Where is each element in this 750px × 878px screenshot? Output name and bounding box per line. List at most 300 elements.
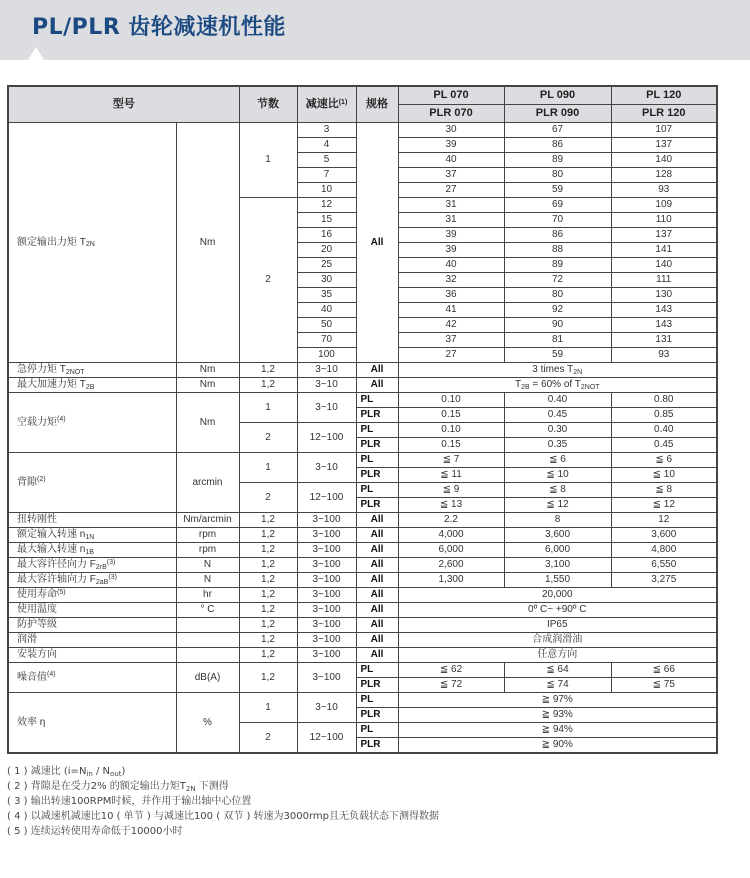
footnote-text: 下测得 bbox=[195, 781, 229, 792]
value-cell bbox=[611, 333, 717, 348]
spec-cell bbox=[356, 603, 398, 618]
header-plr-model-text: PLR 070 bbox=[429, 107, 473, 119]
spec-cell-text: PLR bbox=[360, 709, 381, 720]
value-cell bbox=[398, 663, 504, 678]
ratio-cell bbox=[297, 618, 356, 633]
param-label-text: 润滑 bbox=[17, 634, 37, 645]
stage-cell-text: 1,2 bbox=[261, 649, 275, 660]
spec-cell-text: All bbox=[370, 379, 384, 390]
spec-cell bbox=[356, 123, 398, 363]
merged-value-cell bbox=[398, 693, 717, 708]
value-cell bbox=[398, 258, 504, 273]
header-pl-model-text: PL 120 bbox=[646, 89, 682, 101]
value-cell bbox=[611, 348, 717, 363]
spec-cell bbox=[356, 393, 398, 408]
subscript: 2N bbox=[573, 368, 583, 376]
value-cell bbox=[504, 318, 611, 333]
value-cell-text: ≦ 6 bbox=[549, 454, 566, 465]
stage-cell-text: 1,2 bbox=[261, 589, 275, 600]
footnote-ref: (2) bbox=[37, 476, 46, 483]
value-cell-text: 39 bbox=[445, 229, 457, 240]
value-cell-text: ≦ 11 bbox=[440, 469, 462, 480]
value-cell bbox=[398, 273, 504, 288]
ratio-cell-text: 70 bbox=[320, 334, 333, 345]
value-cell bbox=[398, 498, 504, 513]
value-cell bbox=[398, 423, 504, 438]
header-pl-model bbox=[611, 86, 717, 105]
value-cell bbox=[504, 483, 611, 498]
emergency-torque-row bbox=[8, 363, 717, 378]
value-cell-text: 80 bbox=[551, 289, 564, 300]
unit-cell bbox=[176, 588, 239, 603]
spec-cell-text: All bbox=[370, 559, 384, 570]
value-cell bbox=[611, 498, 717, 513]
value-cell bbox=[398, 318, 504, 333]
subscript: 2rB bbox=[95, 563, 107, 571]
spec-cell-text: PLR bbox=[360, 469, 381, 480]
stage-cell bbox=[239, 573, 297, 588]
ratio-cell-text: 3 bbox=[323, 124, 330, 135]
spec-cell bbox=[356, 468, 398, 483]
value-cell-text: 80 bbox=[551, 169, 564, 180]
spec-cell-text: PLR bbox=[360, 739, 381, 750]
ratio-cell bbox=[297, 153, 356, 168]
stage-cell bbox=[239, 378, 297, 393]
param-label-text: 噪音值 bbox=[17, 671, 47, 683]
footnote-item bbox=[7, 764, 750, 779]
value-cell-text: 0.35 bbox=[547, 439, 568, 450]
stage-cell-text: 1 bbox=[265, 461, 271, 473]
merged-value-cell-text: 20,000 bbox=[541, 589, 573, 600]
spec-cell-text: All bbox=[370, 544, 384, 555]
subscript: out bbox=[110, 769, 122, 778]
ratio-cell-text: 12~100 bbox=[309, 431, 344, 443]
param-label-text: 额定输入转速 n bbox=[17, 529, 86, 540]
footnote-ref: (3) bbox=[108, 573, 117, 581]
spec-cell bbox=[356, 618, 398, 633]
value-cell-text: 89 bbox=[551, 154, 564, 165]
footnote-item bbox=[7, 809, 750, 824]
header-stages bbox=[239, 86, 297, 123]
ratio-cell bbox=[297, 213, 356, 228]
ratio-cell-text: 3~10 bbox=[315, 364, 338, 375]
value-cell-text: 41 bbox=[445, 304, 457, 315]
value-cell bbox=[504, 513, 611, 528]
spec-row bbox=[8, 543, 717, 558]
value-cell bbox=[398, 243, 504, 258]
spec-cell-text: PLR bbox=[360, 499, 381, 510]
rated-torque-unit bbox=[176, 123, 239, 363]
ratio-cell-text: 35 bbox=[320, 289, 333, 300]
header-plr-model-text: PLR 090 bbox=[535, 107, 580, 119]
footnote-text: ( 4 ) 以减速机减速比10 ( 单节 ) 与减速比100 ( 双节 ) 转速为3000rmp且无负载状态下测得数据 bbox=[7, 811, 440, 822]
param-label bbox=[8, 693, 176, 754]
unit-cell bbox=[176, 558, 239, 573]
stage-cell-text: 2 bbox=[265, 431, 271, 443]
header-model-text: 型号 bbox=[112, 98, 135, 110]
value-cell-text: 109 bbox=[655, 199, 673, 210]
ratio-cell-text: 5 bbox=[323, 154, 330, 165]
ratio-cell bbox=[297, 558, 356, 573]
header-spec bbox=[356, 86, 398, 123]
header-model bbox=[8, 86, 239, 123]
spec-cell bbox=[356, 738, 398, 754]
spec-row bbox=[8, 603, 717, 618]
value-cell bbox=[398, 303, 504, 318]
stage-cell bbox=[239, 693, 297, 723]
unit-cell-text: Nm bbox=[199, 364, 216, 375]
value-cell bbox=[504, 183, 611, 198]
stage-cell bbox=[239, 588, 297, 603]
value-cell-text: 39 bbox=[445, 139, 457, 150]
ratio-cell-text: 3~100 bbox=[312, 514, 341, 525]
footnote-ref: (4) bbox=[47, 671, 56, 678]
merged-value-cell bbox=[398, 633, 717, 648]
value-cell bbox=[504, 258, 611, 273]
ratio-cell bbox=[297, 663, 356, 693]
spec-cell-text: PL bbox=[360, 394, 374, 405]
unit-cell bbox=[176, 633, 239, 648]
value-cell-text: 70 bbox=[551, 214, 564, 225]
value-cell bbox=[504, 273, 611, 288]
ratio-cell-text: 50 bbox=[320, 319, 333, 330]
footnote-text: ( 3 ) 输出转速100RPM时候，并作用于输出轴中心位置 bbox=[7, 796, 252, 807]
value-cell bbox=[504, 138, 611, 153]
value-cell-text: 107 bbox=[655, 124, 673, 135]
spec-row bbox=[8, 573, 717, 588]
subscript: 2B bbox=[85, 383, 95, 391]
spec-row bbox=[8, 648, 717, 663]
ratio-cell bbox=[297, 603, 356, 618]
spec-cell bbox=[356, 408, 398, 423]
value-cell-text: 3,600 bbox=[544, 529, 571, 540]
value-cell-text: ≦ 12 bbox=[546, 499, 569, 510]
header-pl-model-text: PL 090 bbox=[539, 89, 576, 101]
value-cell bbox=[504, 438, 611, 453]
header-ratio-text: 减速比 bbox=[305, 98, 339, 110]
spec-cell-text: PLR bbox=[360, 409, 381, 420]
value-cell-text: 0.40 bbox=[547, 394, 568, 405]
merged-value-cell bbox=[398, 738, 717, 754]
ratio-cell bbox=[297, 393, 356, 423]
spec-cell bbox=[356, 483, 398, 498]
max-accel-torque-row bbox=[8, 378, 717, 393]
value-cell bbox=[504, 528, 611, 543]
value-cell bbox=[611, 543, 717, 558]
spec-cell-text: All bbox=[370, 364, 384, 375]
param-label-text: 使用温度 bbox=[17, 604, 57, 615]
ratio-cell-text: 3~10 bbox=[315, 401, 338, 413]
value-cell bbox=[504, 498, 611, 513]
value-cell-text: 0.80 bbox=[654, 394, 674, 405]
ratio-cell-text: 3~100 bbox=[312, 634, 341, 645]
value-cell bbox=[398, 213, 504, 228]
param-label-text: 安装方向 bbox=[17, 649, 57, 660]
merged-value-cell-text: ≧ 97% bbox=[541, 694, 573, 705]
value-cell bbox=[504, 393, 611, 408]
param-label bbox=[8, 648, 176, 663]
param-label-text: 最大输入转速 n bbox=[17, 544, 86, 555]
ratio-cell bbox=[297, 288, 356, 303]
spec-row bbox=[8, 558, 717, 573]
ratio-cell bbox=[297, 483, 356, 513]
stage-cell-text: 2 bbox=[265, 274, 271, 285]
value-cell-text: 59 bbox=[551, 349, 564, 360]
unit-cell bbox=[176, 363, 239, 378]
unit-cell-text: arcmin bbox=[192, 476, 223, 488]
subscript: 2NOT bbox=[580, 383, 600, 391]
stage-cell-text: 1 bbox=[265, 701, 271, 713]
subscript: in bbox=[86, 769, 93, 778]
header-stages-text: 节数 bbox=[257, 98, 279, 110]
ratio-cell bbox=[297, 423, 356, 453]
ratio-cell-text: 25 bbox=[320, 259, 333, 270]
merged-value-cell-text: T bbox=[514, 379, 522, 390]
spec-cell bbox=[356, 678, 398, 693]
stage-cell-text: 1 bbox=[265, 401, 271, 413]
value-cell-text: 31 bbox=[445, 199, 457, 210]
value-cell-text: 4,000 bbox=[438, 529, 464, 540]
subscript: 2aB bbox=[95, 578, 109, 586]
value-cell-text: 143 bbox=[655, 304, 673, 315]
subscript: 2N bbox=[185, 784, 196, 793]
footnote-ref: (1) bbox=[338, 98, 348, 106]
value-cell-text: 3,275 bbox=[651, 574, 677, 585]
value-cell-text: ≦ 12 bbox=[652, 499, 675, 510]
ratio-cell bbox=[297, 123, 356, 138]
ratio-cell-text: 3~10 bbox=[315, 379, 338, 390]
merged-value-cell-text: 0º C~ +90º C bbox=[528, 604, 587, 615]
value-cell-text: 6,000 bbox=[544, 544, 571, 555]
value-cell-text: 8 bbox=[554, 514, 561, 525]
stage-cell-text: 1,2 bbox=[261, 559, 275, 570]
value-cell bbox=[611, 528, 717, 543]
value-cell bbox=[504, 228, 611, 243]
value-cell-text: 69 bbox=[551, 199, 564, 210]
value-cell-text: ≦ 7 bbox=[442, 454, 460, 465]
unit-cell bbox=[176, 618, 239, 633]
unit-cell-text: rpm bbox=[198, 544, 217, 555]
value-cell bbox=[398, 393, 504, 408]
stage-cell bbox=[239, 723, 297, 754]
value-cell bbox=[398, 198, 504, 213]
value-cell bbox=[504, 348, 611, 363]
value-cell bbox=[398, 288, 504, 303]
value-cell bbox=[398, 123, 504, 138]
subscript: 1B bbox=[85, 548, 94, 556]
spec-cell-text: All bbox=[370, 649, 384, 660]
value-cell-text: 67 bbox=[551, 124, 564, 135]
value-cell bbox=[611, 438, 717, 453]
param-label bbox=[8, 603, 176, 618]
merged-value-cell bbox=[398, 708, 717, 723]
param-label bbox=[8, 588, 176, 603]
value-cell-text: 36 bbox=[445, 289, 457, 300]
value-cell bbox=[611, 558, 717, 573]
ratio-cell-text: 20 bbox=[320, 244, 333, 255]
spec-cell bbox=[356, 723, 398, 738]
unit-cell-text: ° C bbox=[200, 604, 215, 615]
value-cell-text: ≦ 66 bbox=[652, 664, 675, 675]
value-cell bbox=[611, 393, 717, 408]
value-cell-text: 3,600 bbox=[651, 529, 677, 540]
param-label bbox=[8, 513, 176, 528]
ratio-cell bbox=[297, 543, 356, 558]
ratio-cell bbox=[297, 138, 356, 153]
value-cell-text: 1,300 bbox=[438, 574, 464, 585]
merged-value-cell bbox=[398, 378, 717, 393]
page-title: PL/PLR 齿轮减速机性能 bbox=[32, 15, 286, 40]
value-cell-text: 143 bbox=[655, 319, 673, 330]
value-cell-text: 39 bbox=[445, 244, 457, 255]
value-cell-text: 0.15 bbox=[441, 409, 461, 420]
spec-cell bbox=[356, 573, 398, 588]
header-plr-model bbox=[611, 105, 717, 123]
value-cell-text: ≦ 8 bbox=[549, 484, 566, 495]
spec-cell bbox=[356, 648, 398, 663]
spec-cell-text: PL bbox=[360, 724, 374, 735]
value-cell bbox=[504, 153, 611, 168]
ratio-cell bbox=[297, 693, 356, 723]
spec-cell-text: PL bbox=[360, 694, 374, 705]
stage-cell bbox=[239, 123, 297, 198]
value-cell-text: ≦ 6 bbox=[655, 454, 673, 465]
unit-cell bbox=[176, 528, 239, 543]
value-cell-text: 27 bbox=[445, 349, 457, 360]
ratio-cell bbox=[297, 528, 356, 543]
subscript: 1N bbox=[85, 533, 95, 541]
value-cell-text: ≦ 8 bbox=[655, 484, 673, 495]
stage-cell bbox=[239, 663, 297, 693]
spec-cell bbox=[356, 528, 398, 543]
ratio-cell bbox=[297, 333, 356, 348]
value-cell bbox=[398, 543, 504, 558]
unit-cell bbox=[176, 648, 239, 663]
value-cell-text: 92 bbox=[551, 304, 564, 315]
stage-cell bbox=[239, 633, 297, 648]
value-cell-text: 2.2 bbox=[444, 514, 458, 525]
value-cell-text: 86 bbox=[551, 229, 564, 240]
value-cell-text: 88 bbox=[551, 244, 564, 255]
ratio-cell bbox=[297, 168, 356, 183]
footnote-text: / N bbox=[92, 766, 111, 777]
ratio-cell-text: 7 bbox=[323, 169, 330, 180]
stage-cell-text: 2 bbox=[265, 731, 271, 743]
ratio-cell bbox=[297, 378, 356, 393]
spec-cell bbox=[356, 363, 398, 378]
value-cell bbox=[611, 183, 717, 198]
value-cell-text: 6,000 bbox=[438, 544, 464, 555]
param-label-text: 最大容许径向力 F bbox=[17, 559, 96, 570]
unit-cell-text: N bbox=[203, 574, 212, 585]
ratio-cell-text: 12 bbox=[320, 199, 333, 210]
spec-row bbox=[8, 513, 717, 528]
value-cell bbox=[611, 423, 717, 438]
ratio-cell-text: 10 bbox=[320, 184, 333, 195]
spec-cell bbox=[356, 498, 398, 513]
value-cell-text: 72 bbox=[551, 274, 564, 285]
ratio-cell-text: 3~100 bbox=[312, 559, 341, 570]
unit-cell bbox=[176, 663, 239, 693]
unit-cell-text: % bbox=[203, 716, 212, 728]
ratio-cell-text: 30 bbox=[320, 274, 333, 285]
footnote-ref: (3) bbox=[106, 558, 116, 566]
footnote-ref: (5) bbox=[57, 588, 66, 596]
value-cell-text: 0.85 bbox=[654, 409, 674, 420]
footnote-ref: (4) bbox=[57, 416, 66, 423]
table-head bbox=[8, 86, 717, 123]
ratio-cell bbox=[297, 453, 356, 483]
stage-cell bbox=[239, 423, 297, 453]
value-cell bbox=[611, 258, 717, 273]
ratio-cell-text: 3~100 bbox=[312, 529, 341, 540]
ratio-cell bbox=[297, 303, 356, 318]
value-cell bbox=[504, 243, 611, 258]
efficiency-row bbox=[8, 693, 717, 708]
value-cell-text: 2,600 bbox=[438, 559, 464, 570]
ratio-cell-text: 4 bbox=[323, 139, 330, 150]
stage-cell-text: 1,2 bbox=[261, 671, 275, 683]
param-label bbox=[8, 528, 176, 543]
value-cell bbox=[611, 678, 717, 693]
footnote-text: ( 5 ) 连续运转使用寿命低于10000小时 bbox=[7, 826, 183, 837]
ratio-cell-text: 16 bbox=[320, 229, 333, 240]
merged-value-cell bbox=[398, 618, 717, 633]
spec-cell-text: PL bbox=[360, 664, 374, 675]
ratio-cell bbox=[297, 723, 356, 754]
header-pl-model-text: PL 070 bbox=[433, 89, 469, 101]
footnote-item bbox=[7, 779, 750, 794]
table-container bbox=[7, 85, 716, 754]
value-cell-text: 12 bbox=[658, 514, 670, 525]
merged-value-cell bbox=[398, 603, 717, 618]
value-cell bbox=[611, 468, 717, 483]
value-cell-text: ≦ 75 bbox=[652, 679, 675, 690]
unit-cell bbox=[176, 378, 239, 393]
value-cell bbox=[398, 228, 504, 243]
unit-cell-text: rpm bbox=[198, 529, 217, 540]
value-cell bbox=[504, 168, 611, 183]
value-cell bbox=[504, 333, 611, 348]
value-cell-text: 30 bbox=[445, 124, 457, 135]
value-cell bbox=[398, 333, 504, 348]
value-cell-text: 141 bbox=[655, 244, 673, 255]
ratio-cell bbox=[297, 198, 356, 213]
ratio-cell bbox=[297, 363, 356, 378]
ratio-cell-text: 15 bbox=[320, 214, 333, 225]
param-label-text: 最大容许轴向力 F bbox=[17, 574, 96, 585]
stage-cell bbox=[239, 558, 297, 573]
value-cell-text: 40 bbox=[445, 259, 457, 270]
stage-cell-text: 1,2 bbox=[261, 544, 275, 555]
footnote-text: ) bbox=[121, 766, 126, 777]
ratio-cell-text: 3~100 bbox=[312, 619, 341, 630]
value-cell-text: 0.10 bbox=[441, 424, 461, 435]
param-label bbox=[8, 363, 176, 378]
merged-value-cell-text: IP65 bbox=[546, 619, 568, 630]
value-cell-text: 0.45 bbox=[547, 409, 568, 420]
value-cell bbox=[504, 663, 611, 678]
param-label bbox=[8, 633, 176, 648]
value-cell bbox=[398, 528, 504, 543]
value-cell-text: 6,550 bbox=[651, 559, 677, 570]
value-cell-text: 137 bbox=[655, 229, 673, 240]
value-cell bbox=[398, 138, 504, 153]
value-cell-text: 3,100 bbox=[544, 559, 571, 570]
value-cell bbox=[611, 228, 717, 243]
value-cell bbox=[611, 273, 717, 288]
unit-cell-text: hr bbox=[203, 589, 212, 600]
